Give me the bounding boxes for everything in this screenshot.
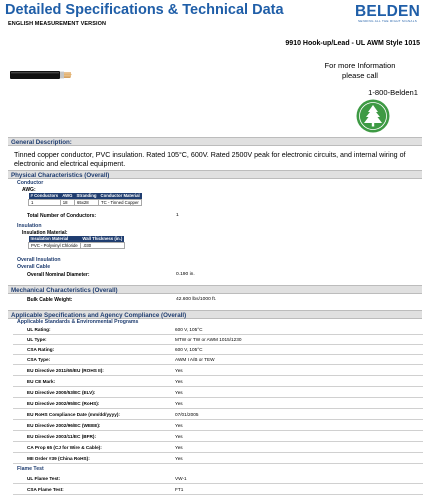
spec-label: EU Directive 2002/95/EC (RoHS):	[27, 401, 100, 406]
overall-insulation-heading: Overall Insulation	[17, 257, 61, 263]
bulk-weight-label: Bulk Cable Weight:	[27, 297, 73, 303]
bulk-weight-value: 42.600 lbs/1000 ft.	[176, 297, 217, 302]
spec-value: 07/01/2005	[175, 412, 199, 417]
awg-table	[28, 193, 142, 206]
spec-label: UL Rating:	[27, 327, 51, 332]
spec-label: EU RoHS Compliance Date (mm/dd/yyyy):	[27, 412, 120, 417]
spec-value: Yes	[175, 423, 183, 428]
table-row	[13, 443, 423, 453]
table-row	[13, 485, 423, 495]
spec-label: UL Flame Test:	[27, 476, 61, 481]
spec-label: MII Order #39 (China RoHS):	[27, 456, 90, 461]
spec-value: Yes	[175, 434, 183, 439]
column-header: AWG	[62, 193, 73, 199]
spec-value: MTW or TW or AWM 1015/1230	[175, 337, 242, 342]
info-line-1: For more Information	[324, 61, 396, 70]
spec-value: Yes	[175, 379, 183, 384]
total-conductors-label: Total Number of Conductors:	[27, 213, 97, 219]
overall-cable-heading: Overall Cable	[17, 264, 51, 270]
table-row	[13, 325, 423, 335]
table-row	[13, 345, 423, 355]
spec-label: EU Directive 2002/96/EC (WEEE):	[27, 423, 101, 428]
spec-label: EU Directive 2000/53/EC (ELV):	[27, 390, 96, 395]
table-row	[13, 421, 423, 431]
table-row	[13, 388, 423, 398]
insulation-material-label: Insulation Material:	[22, 230, 68, 236]
spec-label: UL Type:	[27, 337, 47, 342]
table-row	[13, 377, 423, 387]
section-mechanical-characteristics: Mechanical Characteristics (Overall)	[8, 285, 422, 294]
measurement-version: ENGLISH MEASUREMENT VERSION	[8, 21, 107, 27]
spec-value: AWM I A/B or TEW	[175, 357, 215, 362]
info-line-2: please call	[342, 71, 378, 80]
spec-value: VW-1	[175, 476, 187, 481]
table-row	[13, 432, 423, 442]
spec-value: 600 V, 105°C	[175, 347, 203, 352]
standards-heading: Applicable Standards & Environmental Programs	[17, 319, 139, 325]
table-row	[29, 199, 142, 206]
spec-label: CSA Type:	[27, 357, 51, 362]
column-header: # Conductors	[30, 193, 59, 199]
table-row	[13, 366, 423, 376]
table-row	[13, 410, 423, 420]
general-description-text: Tinned copper conductor, PVC insulation. Rated 105°C, 600V. Rated 2500V peak for electronic circuits, and internal wiring of electronic and electrical equipment.	[14, 151, 406, 169]
insulation-heading: Insulation	[17, 223, 42, 229]
spec-label: CSA Flame Test:	[27, 487, 64, 492]
spec-label: EU Directive 2011/65/EU (ROHS II):	[27, 368, 104, 373]
total-conductors-value: 1	[176, 213, 179, 218]
awg-label: AWG:	[22, 187, 36, 193]
spec-value: FT1	[175, 487, 184, 492]
nominal-diameter-label: Overall Nominal Diameter:	[27, 272, 90, 278]
table-cell: 18	[60, 199, 74, 206]
spec-value: 600 V, 105°C	[175, 327, 203, 332]
phone-number[interactable]: 1-800-Belden1	[368, 88, 418, 97]
conductor-heading: Conductor	[17, 180, 44, 186]
table-row	[13, 355, 423, 365]
table-row	[29, 242, 125, 249]
table-row	[13, 454, 423, 464]
section-agency-compliance: Applicable Specifications and Agency Compliance (Overall)	[8, 310, 422, 319]
spec-label: EU Directive 2003/11/EC (BFR):	[27, 434, 97, 439]
logo-wordmark: BELDEN	[355, 3, 420, 20]
spec-value: Yes	[175, 401, 183, 406]
section-physical-characteristics: Physical Characteristics (Overall)	[8, 170, 422, 179]
product-name: 9910 Hook-up/Lead - UL AWM Style 1015	[285, 40, 420, 47]
table-cell: 1	[29, 199, 61, 206]
spec-label: CA Prop 65 (CJ for Wire & Cable):	[27, 445, 102, 450]
spec-label: CSA Rating:	[27, 347, 55, 352]
green-tree-badge-icon	[356, 99, 390, 133]
belden-logo	[350, 3, 425, 25]
logo-tagline: SENDING ALL THE RIGHT SIGNALS	[358, 19, 417, 23]
cable-image	[10, 69, 72, 81]
spec-label: EU CE Mark:	[27, 379, 56, 384]
table-cell: .030	[80, 242, 124, 249]
flame-test-heading: Flame Test	[17, 466, 44, 472]
column-header: Stranding	[76, 193, 97, 199]
table-row	[13, 399, 423, 409]
table-cell: PVC - Polyvinyl Chloride	[29, 242, 81, 249]
column-header: Insulation Material	[29, 236, 81, 242]
section-general-description: General Description:	[8, 137, 422, 146]
column-header: Wall Thickness (in.)	[82, 236, 123, 242]
spec-value: Yes	[175, 445, 183, 450]
nominal-diameter-value: 0.190 in.	[176, 272, 195, 277]
spec-value: Yes	[175, 390, 183, 395]
table-cell: TC - Tinned Copper	[99, 199, 142, 206]
spec-value: Yes	[175, 368, 183, 373]
insulation-table	[28, 236, 125, 249]
page-title: Detailed Specifications & Technical Data	[5, 2, 284, 18]
table-row	[13, 474, 423, 484]
table-cell: 65x28	[74, 199, 98, 206]
table-row	[13, 335, 423, 345]
column-header: Conductor Material	[100, 193, 140, 199]
spec-value: Yes	[175, 456, 183, 461]
awg-table-header	[29, 193, 142, 199]
